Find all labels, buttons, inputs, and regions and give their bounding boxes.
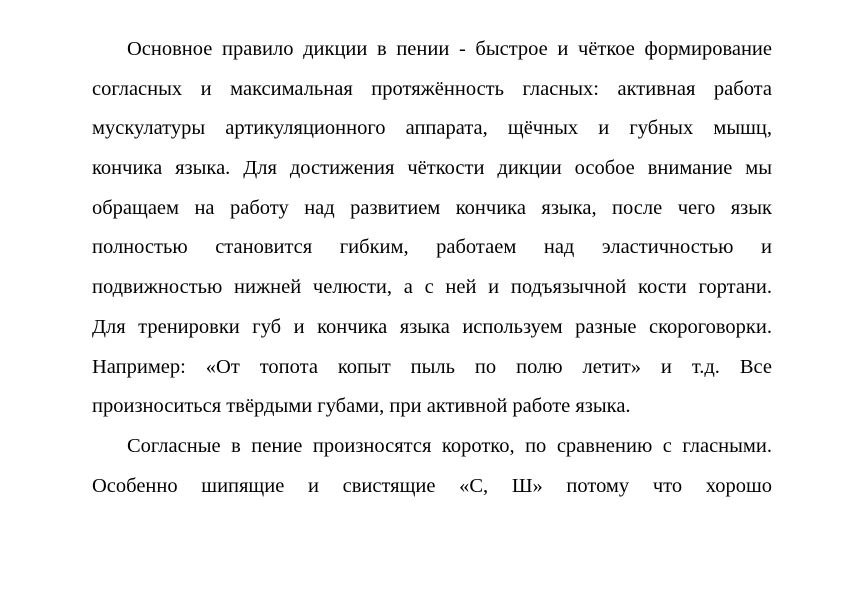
paragraph-2 [92, 427, 772, 506]
text-line: Особенно шипящие и свистящие «С, Ш» потому что хорошо [92, 474, 772, 497]
document-body [92, 30, 772, 506]
text-line: кончика языка. Для достижения чёткости дикции особое внимание мы [92, 157, 772, 180]
text-line: полностью становится гибким, работаем над эластичностью и [92, 236, 772, 259]
text-line: обращаем на работу над развитием кончика языка, после чего язык [92, 196, 772, 219]
paragraph-1 [92, 30, 772, 427]
text-line: мускулатуры артикуляционного аппарата, щёчных и губных мышц, [92, 117, 772, 140]
text-line: согласных и максимальная протяжённость гласных: активная работа [92, 77, 772, 100]
text-line: подвижностью нижней челюсти, а с ней и подъязычной кости гортани. [92, 276, 772, 299]
text-line: Для тренировки губ и кончика языка используем разные скороговорки. [92, 315, 772, 338]
text-line: Согласные в пение произносятся коротко, по сравнению с гласными. [127, 434, 772, 457]
text-line: Например: «От топота копыт пыль по полю летит» и т.д. Все [92, 355, 772, 378]
text-line: Основное правило дикции в пении - быстрое и чёткое формирование [127, 38, 772, 60]
text-line: произноситься твёрдыми губами, при активной работе языка. [92, 395, 631, 418]
